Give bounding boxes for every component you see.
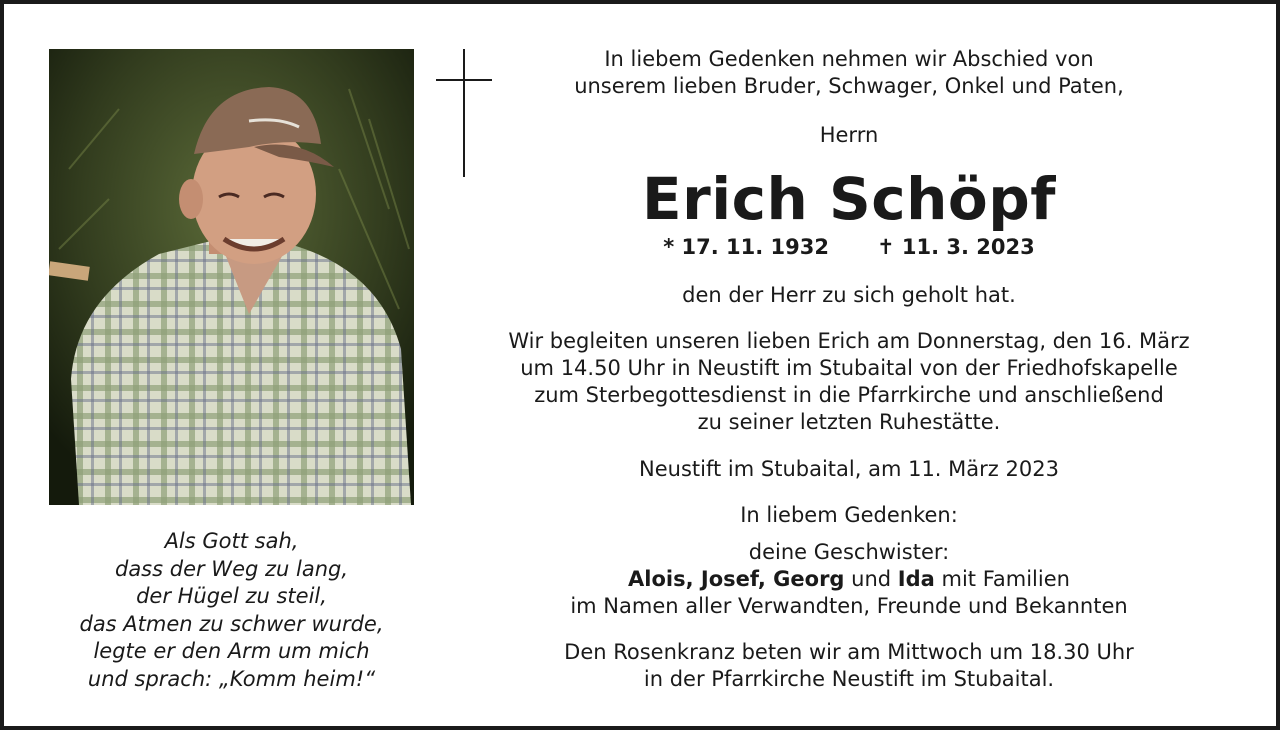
called-home-text: den der Herr zu sich geholt hat. xyxy=(682,283,1016,307)
and-text: und xyxy=(851,567,892,591)
rosary-line-1: Den Rosenkranz beten wir am Mittwoch um 18.30 Uhr xyxy=(564,640,1134,664)
rosary-info xyxy=(474,639,1224,693)
mourners xyxy=(474,502,1224,620)
death-date: ✝ 11. 3. 2023 xyxy=(876,235,1035,259)
portrait-photo xyxy=(49,49,414,505)
funeral-line-1: Wir begleiten unseren lieben Erich am Donnerstag, den 16. März xyxy=(508,329,1190,353)
funeral-line-2: um 14.50 Uhr in Neustift im Stubaital von der Friedhofskapelle xyxy=(520,356,1178,380)
intro-line-1: In liebem Gedenken nehmen wir Abschied von xyxy=(604,47,1094,71)
funeral-details xyxy=(474,328,1224,436)
poem-line: dass der Weg zu lang, xyxy=(114,556,349,581)
sibling-names-bold: Alois, Josef, Georg xyxy=(628,567,845,591)
rosary-line-2: in der Pfarrkirche Neustift im Stubaital. xyxy=(643,667,1055,691)
deceased-name: Erich Schöpf xyxy=(641,165,1056,233)
salutation: Herrn xyxy=(819,123,879,147)
poem-line: Als Gott sah, xyxy=(164,529,299,553)
relatives-line: im Namen aller Verwandten, Freunde und Bekannten xyxy=(570,594,1128,618)
intro-line-2: unserem lieben Bruder, Schwager, Onkel und Paten, xyxy=(574,74,1124,98)
poem-line: und sprach: „Komm heim!“ xyxy=(87,666,376,691)
funeral-line-3: zum Sterbegottesdienst in die Pfarrkirche und anschließend xyxy=(534,383,1164,407)
sibling-name-last: Ida xyxy=(897,567,935,591)
life-dates xyxy=(474,234,1224,261)
place-date: Neustift im Stubaital, am 11. März 2023 xyxy=(639,457,1059,481)
poem-line: der Hügel zu steil, xyxy=(136,584,327,608)
funeral-line-4: zu seiner letzten Ruhestätte. xyxy=(697,410,1001,434)
intro-text xyxy=(474,46,1224,100)
poem-line: das Atmen zu schwer wurde, xyxy=(79,611,384,636)
poem xyxy=(49,528,414,693)
poem-line: legte er den Arm um mich xyxy=(93,639,370,663)
birth-date: * 17. 11. 1932 xyxy=(663,235,829,259)
mourners-heading: In liebem Gedenken: xyxy=(740,503,958,527)
siblings-names xyxy=(474,566,1224,593)
families-text: mit Familien xyxy=(941,567,1070,591)
siblings-label: deine Geschwister: xyxy=(748,540,950,564)
